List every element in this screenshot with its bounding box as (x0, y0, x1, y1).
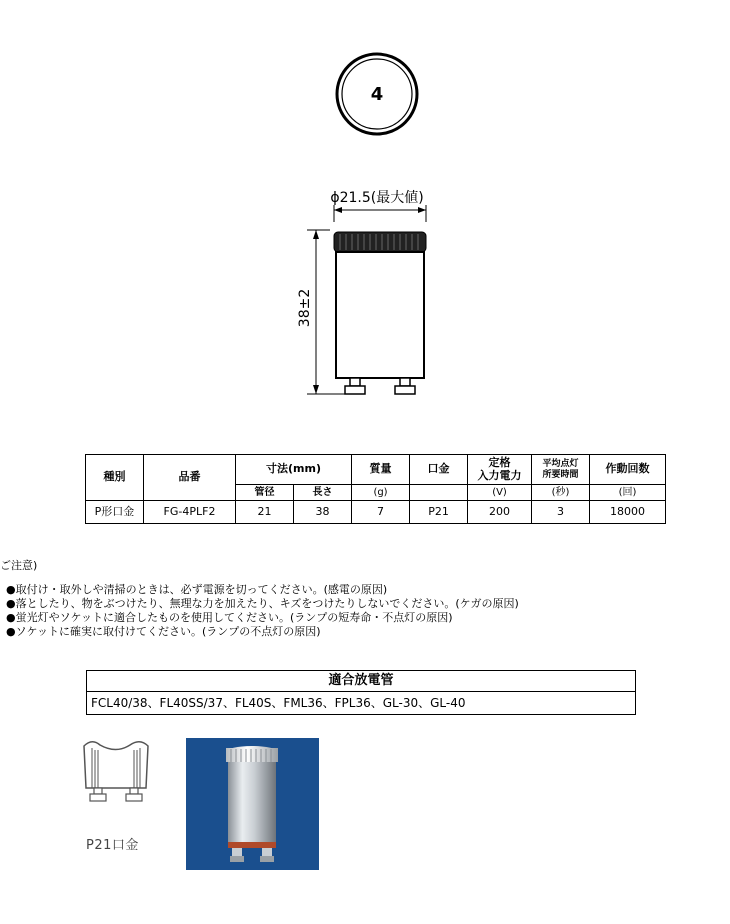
p21-base-label: P21口金 (86, 838, 139, 853)
header-mass: 質量 (352, 455, 410, 485)
header-base-blank (410, 485, 468, 501)
compatible-lamps-header: 適合放電管 (87, 671, 635, 692)
caution-title: ご注意) (0, 559, 38, 572)
diameter-label: ϕ21.5(最大値) (330, 190, 424, 206)
header-rated-input-unit: (V) (468, 485, 532, 501)
cell-base: P21 (410, 501, 468, 524)
header-mass-unit: (g) (352, 485, 410, 501)
cell-rated-input: 200 (468, 501, 532, 524)
header-operations: 作動回数 (590, 455, 666, 485)
header-lighting-time-unit: (秒) (532, 485, 590, 501)
list-item: ● 蛍光灯やソケットに適合したものを使用してください。(ランプの短寿命・不点灯の原因) (6, 611, 519, 625)
header-rated-input: 定格 入力電力 (468, 455, 532, 485)
header-type: 種別 (86, 455, 144, 501)
header-length: 長さ (294, 485, 352, 501)
glow-starter-image (186, 738, 319, 870)
type-mark-circle (330, 47, 424, 141)
cell-operations: 18000 (590, 501, 666, 524)
list-item: ● 取付け・取外しや清掃のときは、必ず電源を切ってください。(感電の原因) (6, 583, 519, 597)
list-item: ● 落としたり、物をぶつけたり、無理な力を加えたり、キズをつけたりしないでください。(ケガの原因) (6, 597, 519, 611)
compatible-lamps-value: FCL40/38、FL40SS/37、FL40S、FML36、FPL36、GL-30、GL-40 (91, 696, 466, 710)
header-diameter: 管径 (236, 485, 294, 501)
product-photo (186, 738, 319, 870)
table-row (86, 501, 666, 524)
header-operations-unit: (回) (590, 485, 666, 501)
cell-type: P形口金 (86, 501, 144, 524)
header-model: 品番 (144, 455, 236, 501)
header-lighting-time: 平均点灯 所要時間 (532, 455, 590, 485)
cell-lighting-time: 3 (532, 501, 590, 524)
spec-table (85, 454, 666, 524)
header-base: 口金 (410, 455, 468, 485)
height-label: 38±2 (297, 288, 313, 328)
type-mark-number: 4 (370, 84, 384, 105)
list-item: ● ソケットに確実に取付けてください。(ランプの不点灯の原因) (6, 625, 519, 639)
header-dimensions: 寸法(mm) (236, 455, 352, 485)
cell-model: FG-4PLF2 (144, 501, 236, 524)
cell-length: 38 (294, 501, 352, 524)
compatible-lamps-table (86, 670, 636, 715)
cell-diameter: 21 (236, 501, 294, 524)
cell-mass: 7 (352, 501, 410, 524)
caution-list (6, 583, 519, 639)
p21-base-drawing (78, 738, 158, 804)
starter-dimension-drawing (290, 180, 450, 405)
